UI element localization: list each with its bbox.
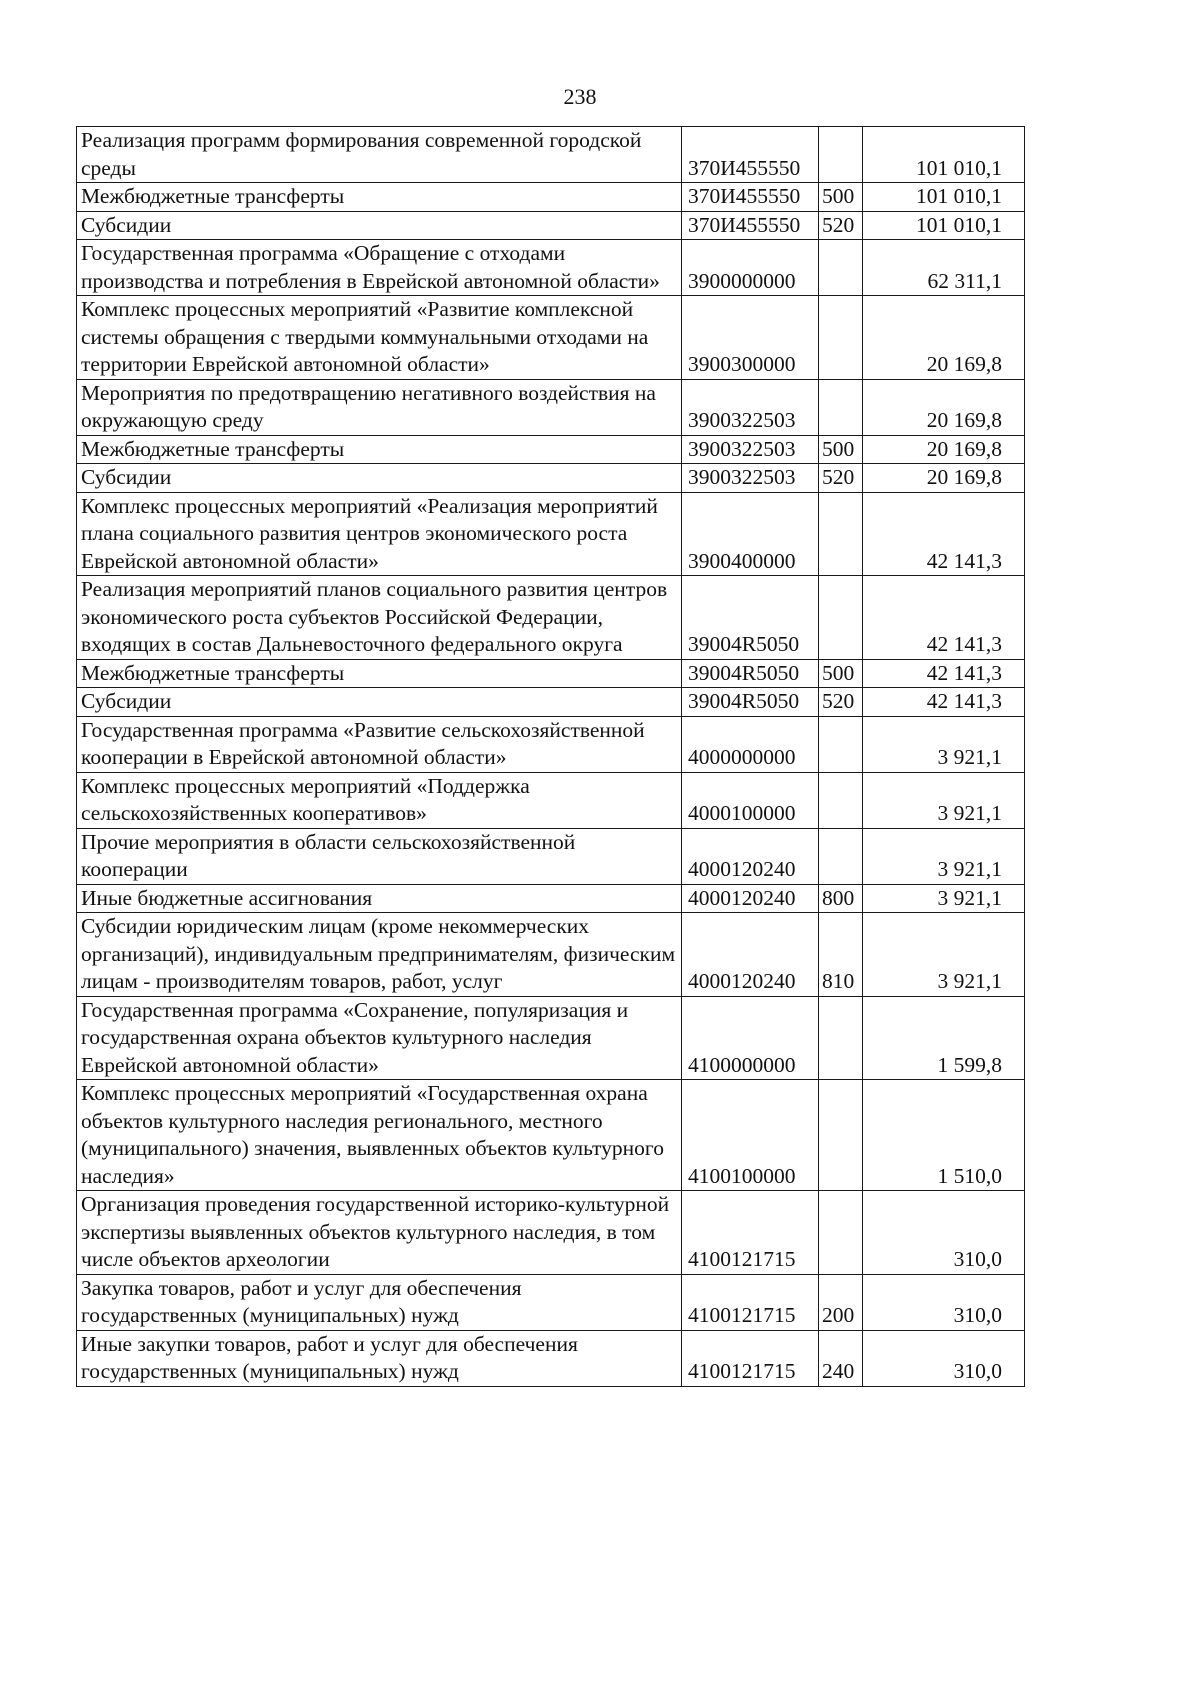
row-code: 370И455550 [682, 183, 819, 212]
table-row [77, 211, 1025, 240]
row-name: Комплекс процессных мероприятий «Реализация мероприятий плана социального развития центров экономического роста Еврейской автономной области» [77, 492, 682, 576]
row-sum: 20 169,8 [863, 464, 1025, 493]
row-type [819, 576, 863, 660]
row-name: Комплекс процессных мероприятий «Государственная охрана объектов культурного наследия регионального, местного (муниципального) значения, выявленных объектов культурного наследия» [77, 1080, 682, 1191]
table-row [77, 296, 1025, 380]
row-sum: 3 921,1 [863, 913, 1025, 997]
row-sum: 3 921,1 [863, 716, 1025, 772]
table-row [77, 464, 1025, 493]
table-row [77, 772, 1025, 828]
row-type: 520 [819, 464, 863, 493]
table-row [77, 688, 1025, 717]
row-sum: 42 141,3 [863, 688, 1025, 717]
row-type [819, 296, 863, 380]
row-type [819, 240, 863, 296]
row-type [819, 716, 863, 772]
row-code: 3900000000 [682, 240, 819, 296]
table-row [77, 183, 1025, 212]
row-code: 3900322503 [682, 435, 819, 464]
row-name: Субсидии [77, 688, 682, 717]
row-sum: 310,0 [863, 1191, 1025, 1275]
row-code: 4000000000 [682, 716, 819, 772]
row-type [819, 1191, 863, 1275]
row-sum: 310,0 [863, 1274, 1025, 1330]
row-code: 3900300000 [682, 296, 819, 380]
row-sum: 20 169,8 [863, 379, 1025, 435]
table-row [77, 435, 1025, 464]
row-sum: 42 141,3 [863, 576, 1025, 660]
row-sum: 20 169,8 [863, 435, 1025, 464]
budget-table [76, 126, 1025, 1387]
page-number: 238 [563, 84, 597, 109]
row-name: Государственная программа «Развитие сельскохозяйственной кооперации в Еврейской автономной области» [77, 716, 682, 772]
row-type [819, 127, 863, 183]
row-sum: 3 921,1 [863, 884, 1025, 913]
row-code: 4000120240 [682, 884, 819, 913]
row-code: 4100100000 [682, 1080, 819, 1191]
row-code: 39004R5050 [682, 659, 819, 688]
table-row [77, 1191, 1025, 1275]
row-sum: 1 599,8 [863, 996, 1025, 1080]
table-row [77, 127, 1025, 183]
row-type: 500 [819, 659, 863, 688]
table-row [77, 240, 1025, 296]
row-name: Комплекс процессных мероприятий «Развитие комплексной системы обращения с твердыми коммунальными отходами на территории Еврейской автономной области» [77, 296, 682, 380]
row-code: 370И455550 [682, 127, 819, 183]
row-type: 200 [819, 1274, 863, 1330]
row-name: Иные закупки товаров, работ и услуг для обеспечения государственных (муниципальных) нужд [77, 1330, 682, 1386]
row-code: 39004R5050 [682, 576, 819, 660]
row-type: 500 [819, 435, 863, 464]
row-sum: 42 141,3 [863, 492, 1025, 576]
table-row [77, 659, 1025, 688]
row-name: Мероприятия по предотвращению негативного воздействия на окружающую среду [77, 379, 682, 435]
row-sum: 20 169,8 [863, 296, 1025, 380]
row-type: 240 [819, 1330, 863, 1386]
row-type [819, 1080, 863, 1191]
row-name: Прочие мероприятия в области сельскохозяйственной кооперации [77, 828, 682, 884]
row-name: Организация проведения государственной историко-культурной экспертизы выявленных объектов культурного наследия, в том числе объектов археологии [77, 1191, 682, 1275]
row-type [819, 828, 863, 884]
row-type: 810 [819, 913, 863, 997]
table-row [77, 492, 1025, 576]
row-name: Иные бюджетные ассигнования [77, 884, 682, 913]
row-name: Межбюджетные трансферты [77, 435, 682, 464]
row-code: 3900322503 [682, 379, 819, 435]
table-row [77, 1274, 1025, 1330]
row-code: 4100121715 [682, 1330, 819, 1386]
row-code: 4100121715 [682, 1191, 819, 1275]
row-type: 800 [819, 884, 863, 913]
row-name: Комплекс процессных мероприятий «Поддержка сельскохозяйственных кооперативов» [77, 772, 682, 828]
row-type [819, 996, 863, 1080]
row-type: 500 [819, 183, 863, 212]
row-name: Субсидии [77, 464, 682, 493]
row-sum: 3 921,1 [863, 828, 1025, 884]
row-type: 520 [819, 688, 863, 717]
row-type [819, 772, 863, 828]
row-sum: 1 510,0 [863, 1080, 1025, 1191]
row-sum: 3 921,1 [863, 772, 1025, 828]
table-row [77, 379, 1025, 435]
row-code: 39004R5050 [682, 688, 819, 717]
row-code: 3900400000 [682, 492, 819, 576]
row-code: 4000120240 [682, 913, 819, 997]
row-sum: 62 311,1 [863, 240, 1025, 296]
table-row [77, 913, 1025, 997]
row-code: 4100000000 [682, 996, 819, 1080]
row-sum: 42 141,3 [863, 659, 1025, 688]
row-code: 3900322503 [682, 464, 819, 493]
table-row [77, 1080, 1025, 1191]
row-type: 520 [819, 211, 863, 240]
row-name: Реализация программ формирования современной городской среды [77, 127, 682, 183]
row-name: Субсидии [77, 211, 682, 240]
row-name: Закупка товаров, работ и услуг для обеспечения государственных (муниципальных) нужд [77, 1274, 682, 1330]
row-name: Государственная программа «Обращение с отходами производства и потребления в Еврейской автономной области» [77, 240, 682, 296]
table-row [77, 884, 1025, 913]
row-sum: 101 010,1 [863, 183, 1025, 212]
row-code: 4000120240 [682, 828, 819, 884]
row-code: 4100121715 [682, 1274, 819, 1330]
row-name: Государственная программа «Сохранение, популяризация и государственная охрана объектов культурного наследия Еврейской автономной области» [77, 996, 682, 1080]
row-name: Субсидии юридическим лицам (кроме некоммерческих организаций), индивидуальным предпринимателям, физическим лицам - производителям товаров, работ, услуг [77, 913, 682, 997]
row-code: 4000100000 [682, 772, 819, 828]
row-sum: 101 010,1 [863, 211, 1025, 240]
table-row [77, 576, 1025, 660]
table-row [77, 1330, 1025, 1386]
table-row [77, 828, 1025, 884]
row-sum: 101 010,1 [863, 127, 1025, 183]
row-name: Межбюджетные трансферты [77, 659, 682, 688]
row-name: Реализация мероприятий планов социального развития центров экономического роста субъектов Российской Федерации, входящих в состав Дальневосточного федерального округа [77, 576, 682, 660]
row-sum: 310,0 [863, 1330, 1025, 1386]
row-code: 370И455550 [682, 211, 819, 240]
table-row [77, 716, 1025, 772]
row-name: Межбюджетные трансферты [77, 183, 682, 212]
row-type [819, 492, 863, 576]
table-row [77, 996, 1025, 1080]
row-type [819, 379, 863, 435]
